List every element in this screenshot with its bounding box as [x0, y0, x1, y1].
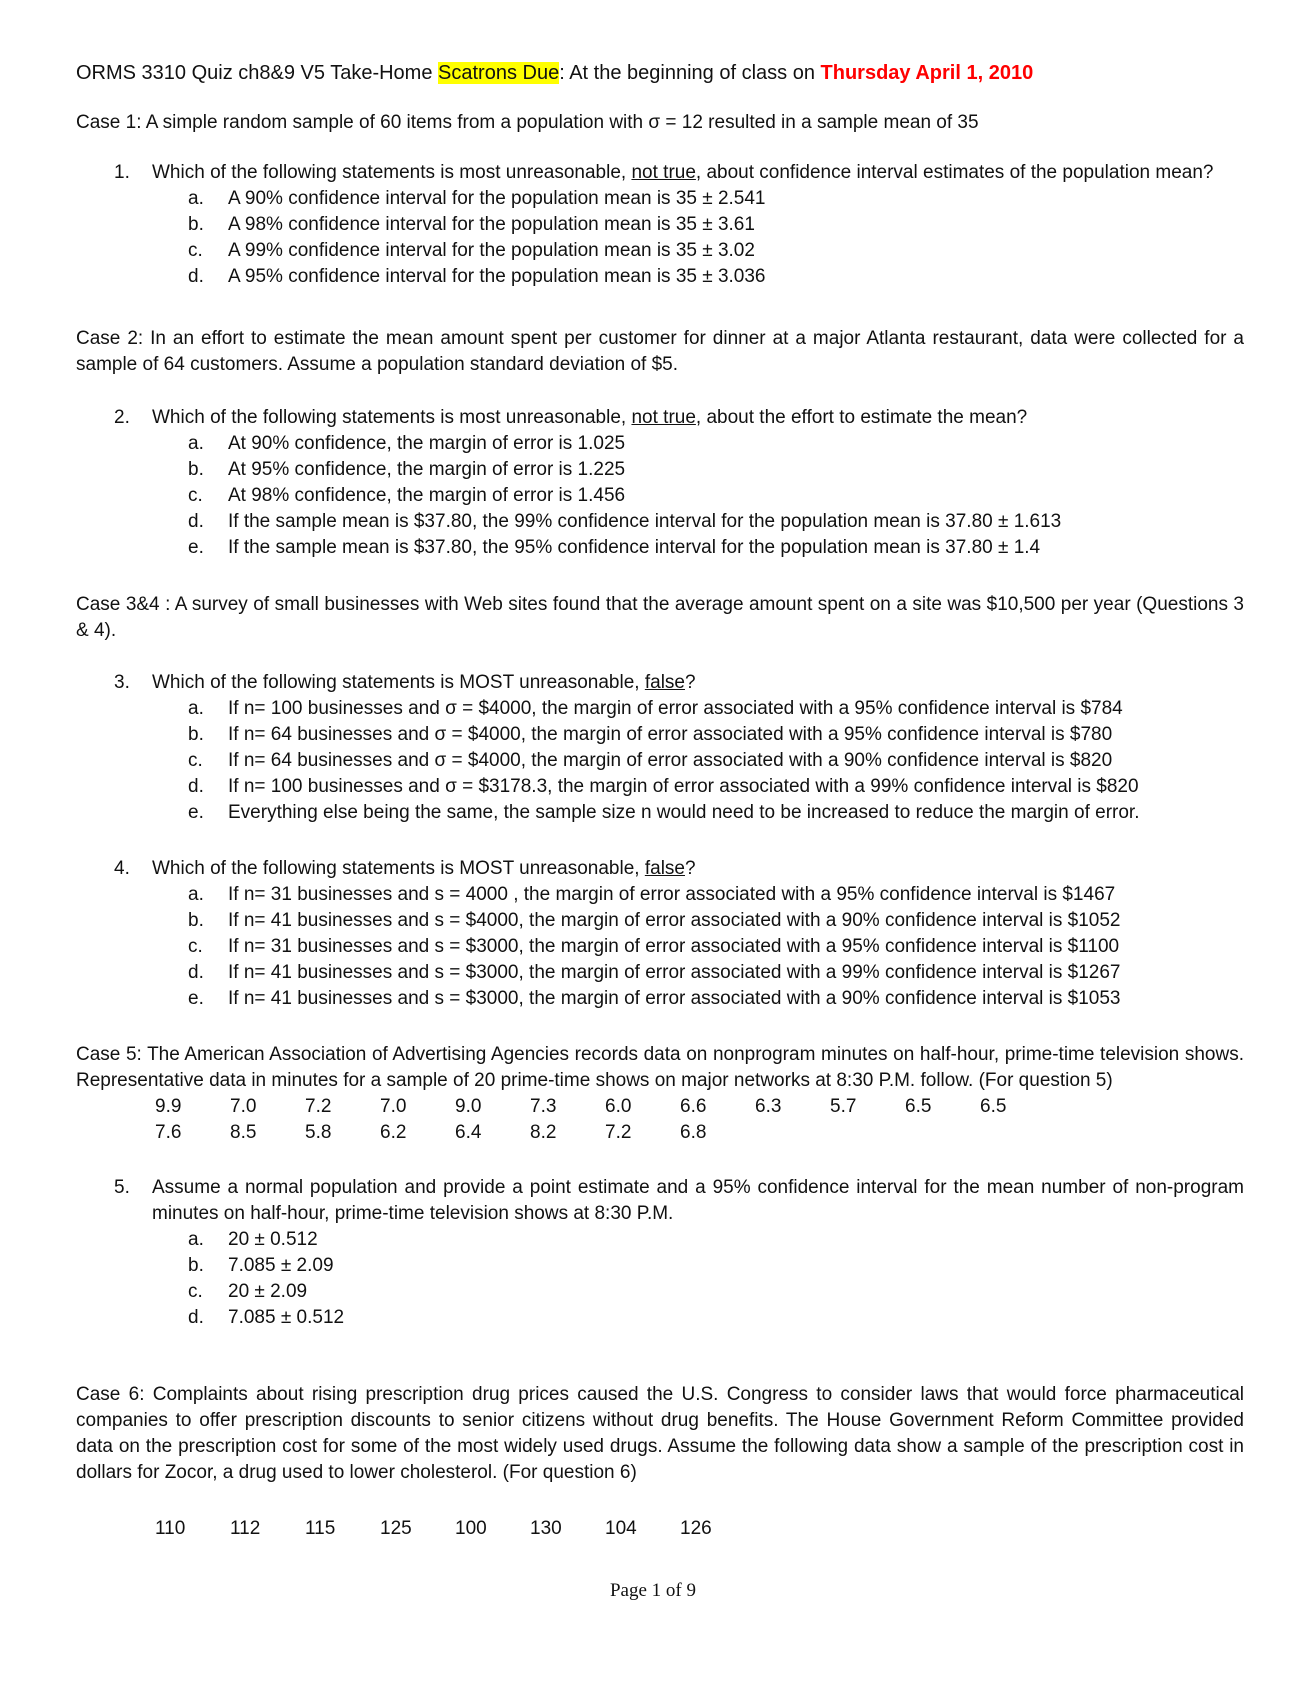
question-2-options: [188, 431, 1061, 561]
question-number: 1.: [114, 162, 130, 183]
data-value: 6.5: [905, 1096, 932, 1117]
option-b: b. If n= 64 businesses and σ = $4000, the margin of error associated with a 95% confidence interval is $780: [188, 724, 1113, 745]
data-value: 6.3: [755, 1096, 782, 1117]
question-number: 4.: [114, 858, 130, 879]
option-a: a. If n= 100 businesses and σ = $4000, the margin of error associated with a 95% confidence interval is $784: [188, 698, 1123, 719]
option-a: a. If n= 31 businesses and s = 4000 , the margin of error associated with a 95% confidence interval is $1467: [188, 884, 1116, 905]
option-d: d. If n= 41 businesses and s = $3000, the margin of error associated with a 99% confidence interval is $1267: [188, 962, 1121, 983]
data-value: 104: [605, 1518, 637, 1539]
data-value: 9.9: [155, 1096, 182, 1117]
option-c: c. At 98% confidence, the margin of error is 1.456: [188, 485, 626, 506]
option-a: a. A 90% confidence interval for the population mean is 35 ± 2.541: [188, 188, 766, 209]
due-date: Thursday April 1, 2010: [820, 62, 1034, 84]
option-d: d. If the sample mean is $37.80, the 99% confidence interval for the population mean is 37.80 ± 1.613: [188, 511, 1062, 532]
question-5-options: [188, 1227, 344, 1331]
data-value: 6.2: [380, 1122, 407, 1143]
due-text: At the beginning of class on: [569, 62, 815, 84]
question-number: 5.: [114, 1177, 130, 1198]
data-value: 8.5: [230, 1122, 257, 1143]
page-number: Page 1 of 9: [609, 1580, 696, 1601]
data-value: 5.8: [305, 1122, 332, 1143]
option-a: a. 20 ± 0.512: [188, 1229, 318, 1250]
data-value: 115: [305, 1518, 336, 1539]
option-a: a. At 90% confidence, the margin of error is 1.025: [188, 433, 626, 454]
data-value: 6.0: [605, 1096, 632, 1117]
question-4-options: [188, 882, 1121, 1012]
case-2-text: Case 2: In an effort to estimate the mean amount spent per customer for dinner at a major Atlanta restaurant, data were collected for a sample of 64 customers. Assume a population standard deviation of $5.: [76, 328, 1244, 375]
data-value: 7.2: [605, 1122, 632, 1143]
option-d: d. A 95% confidence interval for the population mean is 35 ± 3.036: [188, 266, 766, 287]
question-3-options: [188, 696, 1139, 826]
data-value: 112: [230, 1518, 261, 1539]
question-number: 2.: [114, 407, 130, 428]
data-value: 7.0: [230, 1096, 257, 1117]
option-d: d. If n= 100 businesses and σ = $3178.3, the margin of error associated with a 99% confidence interval is $820: [188, 776, 1139, 797]
question-text: Which of the following statements is MOST unreasonable, false?: [152, 858, 696, 879]
question-1-options: [188, 186, 766, 290]
question-text: Which of the following statements is most unreasonable, not true, about the effort to estimate the mean?: [152, 407, 1028, 428]
question-3: [114, 670, 1244, 696]
option-b: b. 7.085 ± 2.09: [188, 1255, 334, 1276]
quiz-header: [76, 60, 1033, 86]
question-text: Which of the following statements is MOST unreasonable, false?: [152, 672, 696, 693]
quiz-title: ORMS 3310 Quiz ch8&9 V5 Take-Home: [76, 62, 433, 84]
data-value: 6.8: [680, 1122, 707, 1143]
case-5-text: Case 5: The American Association of Advertising Agencies records data on nonprogram minutes on half-hour, prime-time television shows. Representative data in minutes for a sample of 20 prime-time shows on major networks at 8:30 P.M. follow. (For question 5): [76, 1044, 1244, 1091]
question-number: 3.: [114, 672, 130, 693]
data-value: 7.6: [155, 1122, 182, 1143]
question-5: [114, 1175, 1244, 1227]
emphasis-underline: false: [644, 858, 685, 879]
option-c: c. A 99% confidence interval for the population mean is 35 ± 3.02: [188, 240, 755, 261]
emphasis-underline: false: [644, 672, 685, 693]
question-2: [114, 405, 1244, 431]
emphasis-underline: not true: [631, 162, 696, 183]
option-e: e. Everything else being the same, the sample size n would need to be increased to reduce the margin of error.: [188, 802, 1140, 823]
data-value: 7.0: [380, 1096, 407, 1117]
option-c: c. 20 ± 2.09: [188, 1281, 308, 1302]
option-d: d. 7.085 ± 0.512: [188, 1307, 345, 1328]
data-value: 110: [155, 1518, 186, 1539]
option-e: e. If n= 41 businesses and s = $3000, the margin of error associated with a 90% confidence interval is $1053: [188, 988, 1121, 1009]
data-value: 6.6: [680, 1096, 707, 1117]
question-text: Which of the following statements is most unreasonable, not true, about confidence interval estimates of the population mean?: [152, 162, 1214, 183]
option-c: c. If n= 64 businesses and σ = $4000, the margin of error associated with a 90% confidence interval is $820: [188, 750, 1113, 771]
option-b: b. At 95% confidence, the margin of error is 1.225: [188, 459, 626, 480]
data-value: 6.5: [980, 1096, 1007, 1117]
data-value: 130: [530, 1518, 562, 1539]
case-3-4-text: Case 3&4 : A survey of small businesses with Web sites found that the average amount spent on a site was $10,500 per year (Questions 3 & 4).: [76, 594, 1244, 641]
question-4: [114, 856, 1244, 882]
due-label-highlight: Scatrons Due: [438, 62, 560, 84]
option-e: e. If the sample mean is $37.80, the 95% confidence interval for the population mean is 37.80 ± 1.4: [188, 537, 1041, 558]
option-b: b. A 98% confidence interval for the population mean is 35 ± 3.61: [188, 214, 755, 235]
data-value: 5.7: [830, 1096, 857, 1117]
data-value: 7.3: [530, 1096, 557, 1117]
data-value: 9.0: [455, 1096, 482, 1117]
question-1: [114, 160, 1244, 186]
emphasis-underline: not true: [631, 407, 696, 428]
option-c: c. If n= 31 businesses and s = $3000, the margin of error associated with a 95% confidence interval is $1100: [188, 936, 1120, 957]
data-value: 126: [680, 1518, 712, 1539]
option-b: b. If n= 41 businesses and s = $4000, the margin of error associated with a 90% confidence interval is $1052: [188, 910, 1121, 931]
question-text: Assume a normal population and provide a point estimate and a 95% confidence interval for the mean number of non-program minutes on half-hour, prime-time television shows at 8:30 P.M.: [152, 1177, 1244, 1224]
data-value: 8.2: [530, 1122, 557, 1143]
case-6-text: Case 6: Complaints about rising prescription drug prices caused the U.S. Congress to consider laws that would force pharmaceutical companies to offer prescription discounts to senior citizens without drug benefits. The House Government Reform Committee provided data on the prescription cost for some of the most widely used drugs. Assume the following data show a sample of the prescription cost in dollars for Zocor, a drug used to lower cholesterol. (For question 6): [76, 1384, 1244, 1483]
data-value: 125: [380, 1518, 412, 1539]
due-colon: :: [559, 62, 565, 84]
data-value: 100: [455, 1518, 487, 1539]
case-1-text: Case 1: A simple random sample of 60 items from a population with σ = 12 resulted in a sample mean of 35: [76, 112, 979, 133]
data-value: 6.4: [455, 1122, 482, 1143]
data-value: 7.2: [305, 1096, 332, 1117]
